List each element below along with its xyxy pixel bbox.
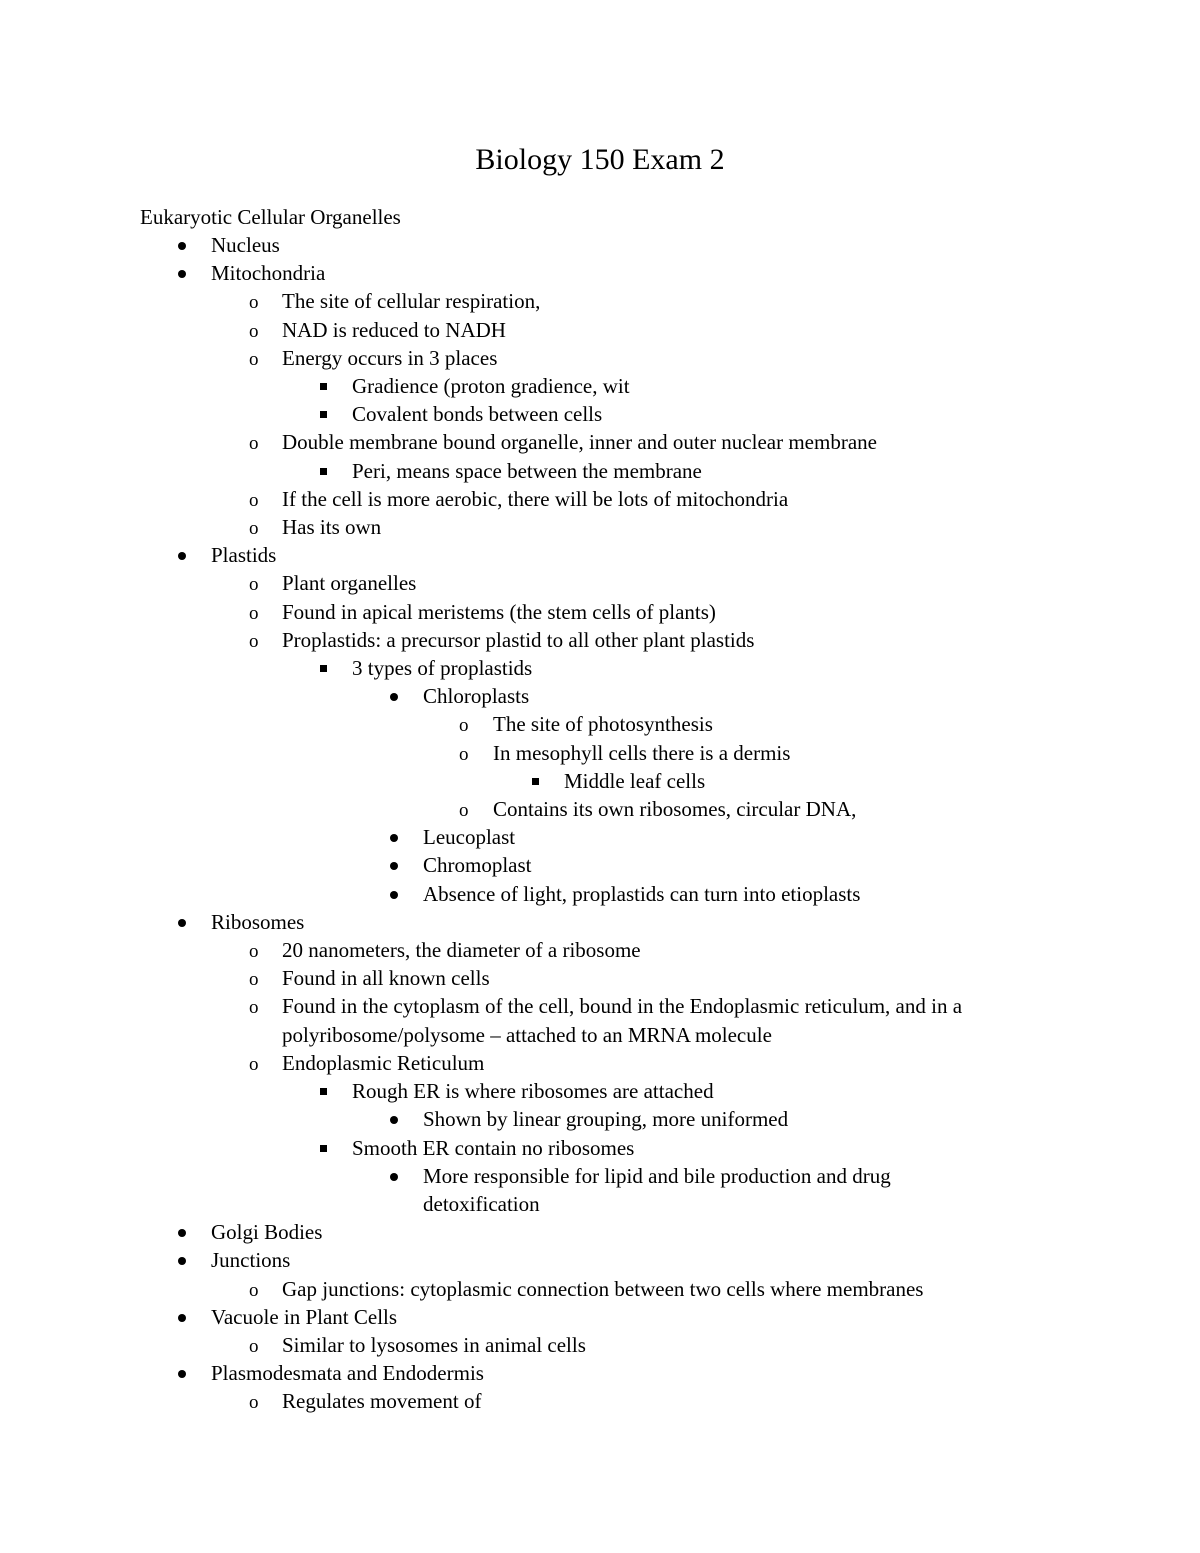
list-item (0, 908, 1200, 936)
list-item (0, 541, 1200, 569)
bullet-circle-icon: o (249, 997, 259, 1019)
bullet-dot-icon (175, 231, 191, 259)
list-item-text: Nucleus (211, 233, 280, 257)
list-item-text: Found in apical meristems (the stem cells of plants) (282, 599, 716, 624)
list-item-text: Smooth ER contain no ribosomes (352, 1135, 635, 1160)
bullet-dot-icon (387, 823, 403, 851)
list-item-text: Found in the cytoplasm of the cell, bound in the Endoplasmic reticulum, and in a polyribosome/polysome – attached to an MRNA molecule (282, 994, 963, 1047)
list-item (0, 626, 1200, 654)
list-item-text: Absence of light, proplastids can turn into etioplasts (423, 881, 861, 906)
bullet-circle-icon: o (249, 1279, 259, 1301)
list-item-text: Chromoplast (423, 853, 532, 878)
list-item (0, 428, 1200, 456)
list-item (0, 1049, 1200, 1077)
list-item-text: Junctions (211, 1248, 291, 1273)
bullet-dot-icon (175, 1359, 191, 1387)
bullet-dot-icon (387, 682, 403, 710)
list-item-text: Plastids (211, 543, 277, 568)
bullet-dot-icon (175, 541, 191, 569)
bullet-circle-icon: o (249, 1053, 259, 1075)
list-item (0, 259, 1200, 287)
list-item (0, 1275, 1200, 1303)
list-item-text: 20 nanometers, the diameter of a ribosome (282, 938, 641, 963)
list-item (0, 1331, 1200, 1359)
list-item-text: Energy occurs in 3 places (282, 345, 498, 370)
bullet-circle-icon: o (249, 1335, 259, 1357)
bullet-circle-icon: o (459, 715, 469, 737)
list-item-text: Mitochondria (211, 261, 326, 286)
bullet-square-icon (317, 372, 333, 400)
list-item (0, 1134, 1200, 1162)
bullet-circle-icon: o (249, 574, 259, 596)
bullet-dot-icon (175, 1303, 191, 1331)
bullet-dot-icon (387, 1162, 403, 1190)
list-item-text: In mesophyll cells there is a dermis (493, 740, 791, 765)
list-item (0, 795, 1200, 823)
bullet-circle-icon: o (249, 602, 259, 624)
bullet-square-icon (317, 1134, 333, 1162)
list-item (0, 992, 1200, 1048)
list-item-text: Double membrane bound organelle, inner and outer nuclear membrane (282, 430, 877, 455)
list-item-text: Similar to lysosomes in animal cells (282, 1332, 586, 1357)
list-item-text: Plant organelles (282, 571, 417, 596)
list-item (0, 654, 1200, 682)
bullet-dot-icon (387, 851, 403, 879)
list-item (0, 569, 1200, 597)
list-item (0, 710, 1200, 738)
list-item (0, 682, 1200, 710)
list-item (0, 316, 1200, 344)
list-item-text: Found in all known cells (282, 966, 490, 991)
list-item (0, 231, 1200, 259)
list-item-text: Has its own (282, 515, 382, 540)
list-item-text: The site of cellular respiration, (282, 289, 541, 314)
list-item-text: If the cell is more aerobic, there will be lots of mitochondria (282, 486, 789, 511)
bullet-dot-icon (175, 259, 191, 287)
list-item-text: Gradience (proton gradience, wit (352, 374, 630, 399)
bullet-square-icon (317, 1077, 333, 1105)
bullet-square-icon (317, 654, 333, 682)
list-item (0, 1303, 1200, 1331)
bullet-dot-icon (175, 1246, 191, 1274)
list-item-text: Contains its own ribosomes, circular DNA, (493, 797, 857, 822)
bullet-square-icon (317, 400, 333, 428)
list-item-text: Leucoplast (423, 825, 516, 850)
list-item-text: NAD is reduced to NADH (282, 317, 506, 342)
list-item-text: 3 types of proplastids (352, 656, 533, 681)
bullet-dot-icon (387, 880, 403, 908)
list-item (0, 1246, 1200, 1274)
list-item (0, 767, 1200, 795)
bullet-dot-icon (387, 1105, 403, 1133)
list-item-text: Rough ER is where ribosomes are attached (352, 1079, 714, 1104)
bullet-circle-icon: o (249, 320, 259, 342)
bullet-square-icon (317, 457, 333, 485)
bullet-dot-icon (175, 1218, 191, 1246)
bullet-circle-icon: o (249, 348, 259, 370)
outline-list (0, 231, 1200, 1416)
list-item (0, 1077, 1200, 1105)
bullet-circle-icon: o (249, 433, 259, 455)
list-item (0, 457, 1200, 485)
list-item-text: Vacuole in Plant Cells (211, 1304, 398, 1329)
list-item-text: Endoplasmic Reticulum (282, 1050, 485, 1075)
bullet-circle-icon: o (249, 518, 259, 540)
list-item (0, 1387, 1200, 1415)
list-item (0, 823, 1200, 851)
list-item-text: Middle leaf cells (564, 768, 706, 793)
list-item (0, 739, 1200, 767)
list-item-text: Gap junctions: cytoplasmic connection between two cells where membranes (282, 1276, 924, 1301)
list-item-text: Ribosomes (211, 909, 305, 934)
list-item (0, 372, 1200, 400)
list-item (0, 1162, 1200, 1218)
bullet-circle-icon: o (249, 489, 259, 511)
bullet-circle-icon: o (249, 630, 259, 652)
list-item-text: Peri, means space between the membrane (352, 458, 702, 483)
list-item-text: Shown by linear grouping, more uniformed (423, 1107, 789, 1132)
list-item-text: Covalent bonds between cells (352, 402, 603, 427)
list-item (0, 513, 1200, 541)
bullet-circle-icon: o (459, 743, 469, 765)
page-title: Biology 150 Exam 2 (475, 143, 725, 176)
bullet-square-icon (529, 767, 545, 795)
list-item (0, 851, 1200, 879)
list-item (0, 936, 1200, 964)
bullet-circle-icon: o (249, 969, 259, 991)
bullet-circle-icon: o (249, 1392, 259, 1414)
list-item (0, 1218, 1200, 1246)
bullet-circle-icon: o (249, 292, 259, 314)
list-item (0, 485, 1200, 513)
list-item (0, 400, 1200, 428)
list-item (0, 598, 1200, 626)
list-item-text: Regulates movement of (282, 1389, 482, 1414)
bullet-circle-icon: o (249, 941, 259, 963)
list-item-text: Plasmodesmata and Endodermis (211, 1361, 484, 1386)
list-item-text: Proplastids: a precursor plastid to all other plant plastids (282, 627, 755, 652)
list-item (0, 287, 1200, 315)
bullet-dot-icon (175, 908, 191, 936)
list-item (0, 880, 1200, 908)
list-item-text: More responsible for lipid and bile production and drug detoxification (423, 1163, 891, 1216)
list-item (0, 964, 1200, 992)
list-item-text: The site of photosynthesis (493, 712, 713, 737)
list-item-text: Golgi Bodies (211, 1220, 323, 1245)
list-item (0, 344, 1200, 372)
list-item-text: Chloroplasts (423, 684, 530, 709)
list-item (0, 1105, 1200, 1133)
list-item (0, 1359, 1200, 1387)
bullet-circle-icon: o (459, 800, 469, 822)
section-heading: Eukaryotic Cellular Organelles (140, 205, 401, 229)
